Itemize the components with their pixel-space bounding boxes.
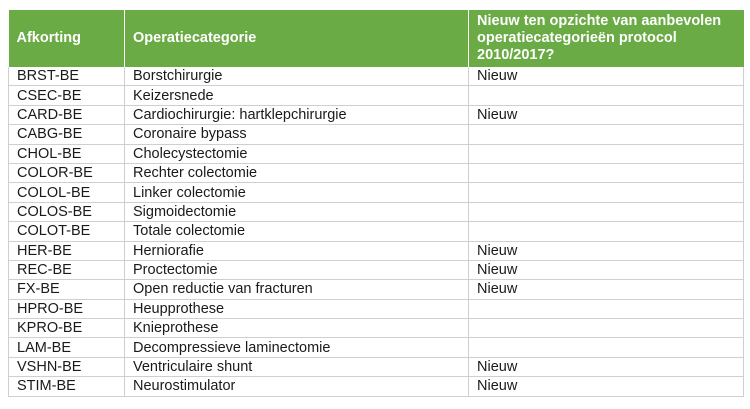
table-row [9, 319, 744, 338]
new-flag-cell: Nieuw [469, 280, 744, 299]
new-flag-cell: Nieuw [469, 67, 744, 86]
table-row [9, 144, 744, 163]
table-row [9, 67, 744, 86]
abbreviation-cell: COLOR-BE [9, 163, 125, 182]
abbreviation-cell: VSHN-BE [9, 357, 125, 376]
operation-category-table [8, 10, 744, 397]
operation-category-cell: Coronaire bypass [125, 125, 469, 144]
operation-category-cell: Sigmoidectomie [125, 202, 469, 221]
table-row [9, 357, 744, 376]
new-flag-cell: Nieuw [469, 241, 744, 260]
new-flag-cell [469, 163, 744, 182]
new-flag-cell [469, 86, 744, 105]
new-flag-cell [469, 222, 744, 241]
new-flag-cell [469, 125, 744, 144]
abbreviation-cell: BRST-BE [9, 67, 125, 86]
abbreviation-cell: FX-BE [9, 280, 125, 299]
abbreviation-cell: KPRO-BE [9, 319, 125, 338]
operation-category-cell: Open reductie van fracturen [125, 280, 469, 299]
operation-category-cell: Decompressieve laminectomie [125, 338, 469, 357]
table-row [9, 241, 744, 260]
abbreviation-cell: REC-BE [9, 260, 125, 279]
operation-category-cell: Keizersnede [125, 86, 469, 105]
new-flag-cell: Nieuw [469, 377, 744, 396]
table-row [9, 125, 744, 144]
header-abbreviation: Afkorting [9, 10, 125, 67]
table-row [9, 222, 744, 241]
abbreviation-cell: CABG-BE [9, 125, 125, 144]
operation-category-cell: Totale colectomie [125, 222, 469, 241]
abbreviation-cell: STIM-BE [9, 377, 125, 396]
table-row [9, 377, 744, 396]
new-flag-cell: Nieuw [469, 105, 744, 124]
operation-category-cell: Rechter colectomie [125, 163, 469, 182]
abbreviation-cell: CSEC-BE [9, 86, 125, 105]
operation-category-cell: Herniorafie [125, 241, 469, 260]
abbreviation-cell: HER-BE [9, 241, 125, 260]
operation-category-cell: Borstchirurgie [125, 67, 469, 86]
operation-category-cell: Neurostimulator [125, 377, 469, 396]
new-flag-cell [469, 144, 744, 163]
operation-category-cell: Cardiochirurgie: hartklepchirurgie [125, 105, 469, 124]
table-body [9, 67, 744, 396]
table-row [9, 280, 744, 299]
table-row [9, 338, 744, 357]
table-row [9, 163, 744, 182]
table-row [9, 183, 744, 202]
abbreviation-cell: COLOL-BE [9, 183, 125, 202]
abbreviation-cell: CHOL-BE [9, 144, 125, 163]
operation-category-cell: Proctectomie [125, 260, 469, 279]
new-flag-cell [469, 319, 744, 338]
new-flag-cell: Nieuw [469, 260, 744, 279]
operation-category-cell: Knieprothese [125, 319, 469, 338]
table-row [9, 86, 744, 105]
table-header-row [9, 10, 744, 67]
operation-category-cell: Heupprothese [125, 299, 469, 318]
new-flag-cell [469, 202, 744, 221]
abbreviation-cell: HPRO-BE [9, 299, 125, 318]
header-new-vs-protocol: Nieuw ten opzichte van aanbevolen operatiecategorieën protocol 2010/2017? [469, 10, 744, 67]
new-flag-cell [469, 299, 744, 318]
abbreviation-cell: CARD-BE [9, 105, 125, 124]
new-flag-cell [469, 183, 744, 202]
operation-category-cell: Cholecystectomie [125, 144, 469, 163]
new-flag-cell [469, 338, 744, 357]
abbreviation-cell: COLOT-BE [9, 222, 125, 241]
table-row [9, 260, 744, 279]
abbreviation-cell: COLOS-BE [9, 202, 125, 221]
abbreviation-cell: LAM-BE [9, 338, 125, 357]
operation-category-cell: Ventriculaire shunt [125, 357, 469, 376]
table-row [9, 105, 744, 124]
table-row [9, 299, 744, 318]
new-flag-cell: Nieuw [469, 357, 744, 376]
header-operation-category: Operatiecategorie [125, 10, 469, 67]
table-row [9, 202, 744, 221]
operation-category-cell: Linker colectomie [125, 183, 469, 202]
